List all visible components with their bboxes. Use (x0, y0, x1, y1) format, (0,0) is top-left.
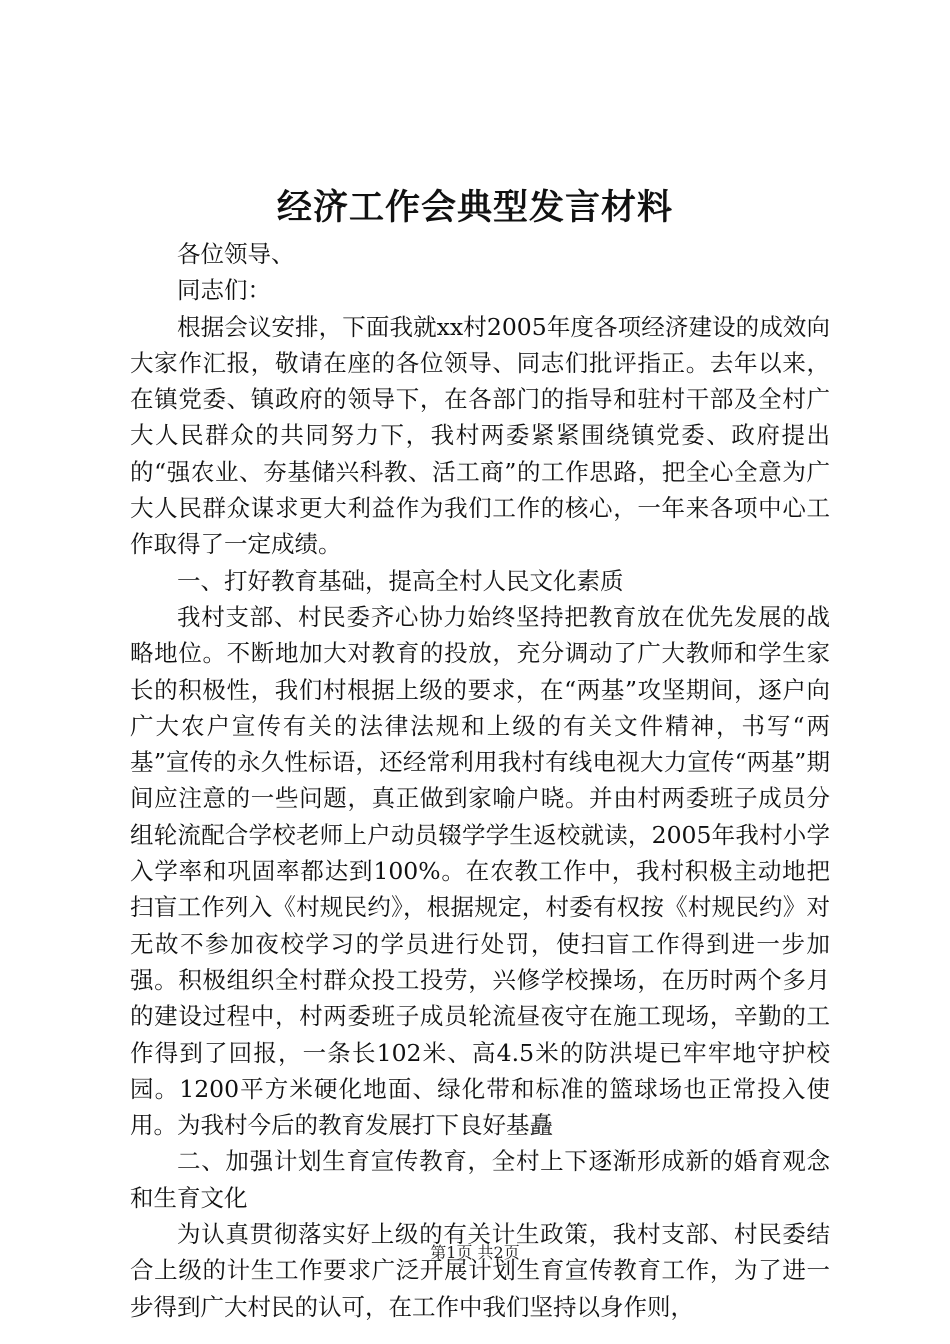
section-heading-family-planning: 二、加强计划生育宣传教育，全村上下逐渐形成新的婚育观念和生育文化 (130, 1147, 830, 1212)
document-title: 经济工作会典型发言材料 (276, 187, 673, 228)
paragraph-intro: 根据会议安排，下面我就xx村2005年度各项经济建设的成效向大家作汇报，敬请在座的各位领导、同志们批评指正。去年以来，在镇党委、镇政府的领导下，在各部门的指导和驻村干部及全村广大人民群众的共同努力下，我村两委紧紧围绕镇党委、政府提出的“强农业、夯基储兴科教、活工商”的工作思路，把全心全意为广大人民群众谋求更大利益作为我们工作的核心，一年来各项中心工作取得了一定成绩。 (130, 312, 830, 559)
paragraph-education: 我村支部、村民委齐心协力始终坚持把教育放在优先发展的战略地位。不断地加大对教育的投放，充分调动了广大教师和学生家长的积极性，我们村根据上级的要求，在“两基”攻坚期间，逐户向广大农户宣传有关的法律法规和上级的有关文件精神，书写“两基”宣传的永久性标语，还经常利用我村有线电视大力宣传“两基”期间应注意的一些问题，真正做到家喻户晓。并由村两委班子成员分组轮流配合学校老师上户动员辍学学生返校就读，2005年我村小学入学率和巩固率都达到100%。在农教工作中，我村积极主动地把扫盲工作列入《村规民约》，根据规定，村委有权按《村规民约》对无故不参加夜校学习的学员进行处罚，使扫盲工作得到进一步加强。积极组织全村群众投工投劳，兴修学校操场，在历时两个多月的建设过程中，村两委班子成员轮流昼夜守在施工现场，辛勤的工作得到了回报，一条长102米、高4.5米的防洪堤已牢牢地守护校园。1200平方米硬化地面、绿化带和标准的篮球场也正常投入使用。为我村今后的教育发展打下良好基矗 (130, 602, 830, 1140)
paragraph-family-planning: 为认真贯彻落实好上级的有关计生政策，我村支部、村民委结合上级的计生工作要求广泛开展计划生育宣传教育工作，为了进一步得到广大村民的认可，在工作中我们坚持以身作则， (130, 1220, 830, 1321)
salutation-comrades: 同志们： (177, 276, 271, 305)
section-heading-education: 一、打好教育基础，提高全村人民文化素质 (177, 566, 624, 595)
salutation-leaders: 各位领导、 (177, 240, 295, 268)
document-body (130, 236, 830, 1325)
page-footer: 第1页 共2页 (430, 1243, 520, 1262)
